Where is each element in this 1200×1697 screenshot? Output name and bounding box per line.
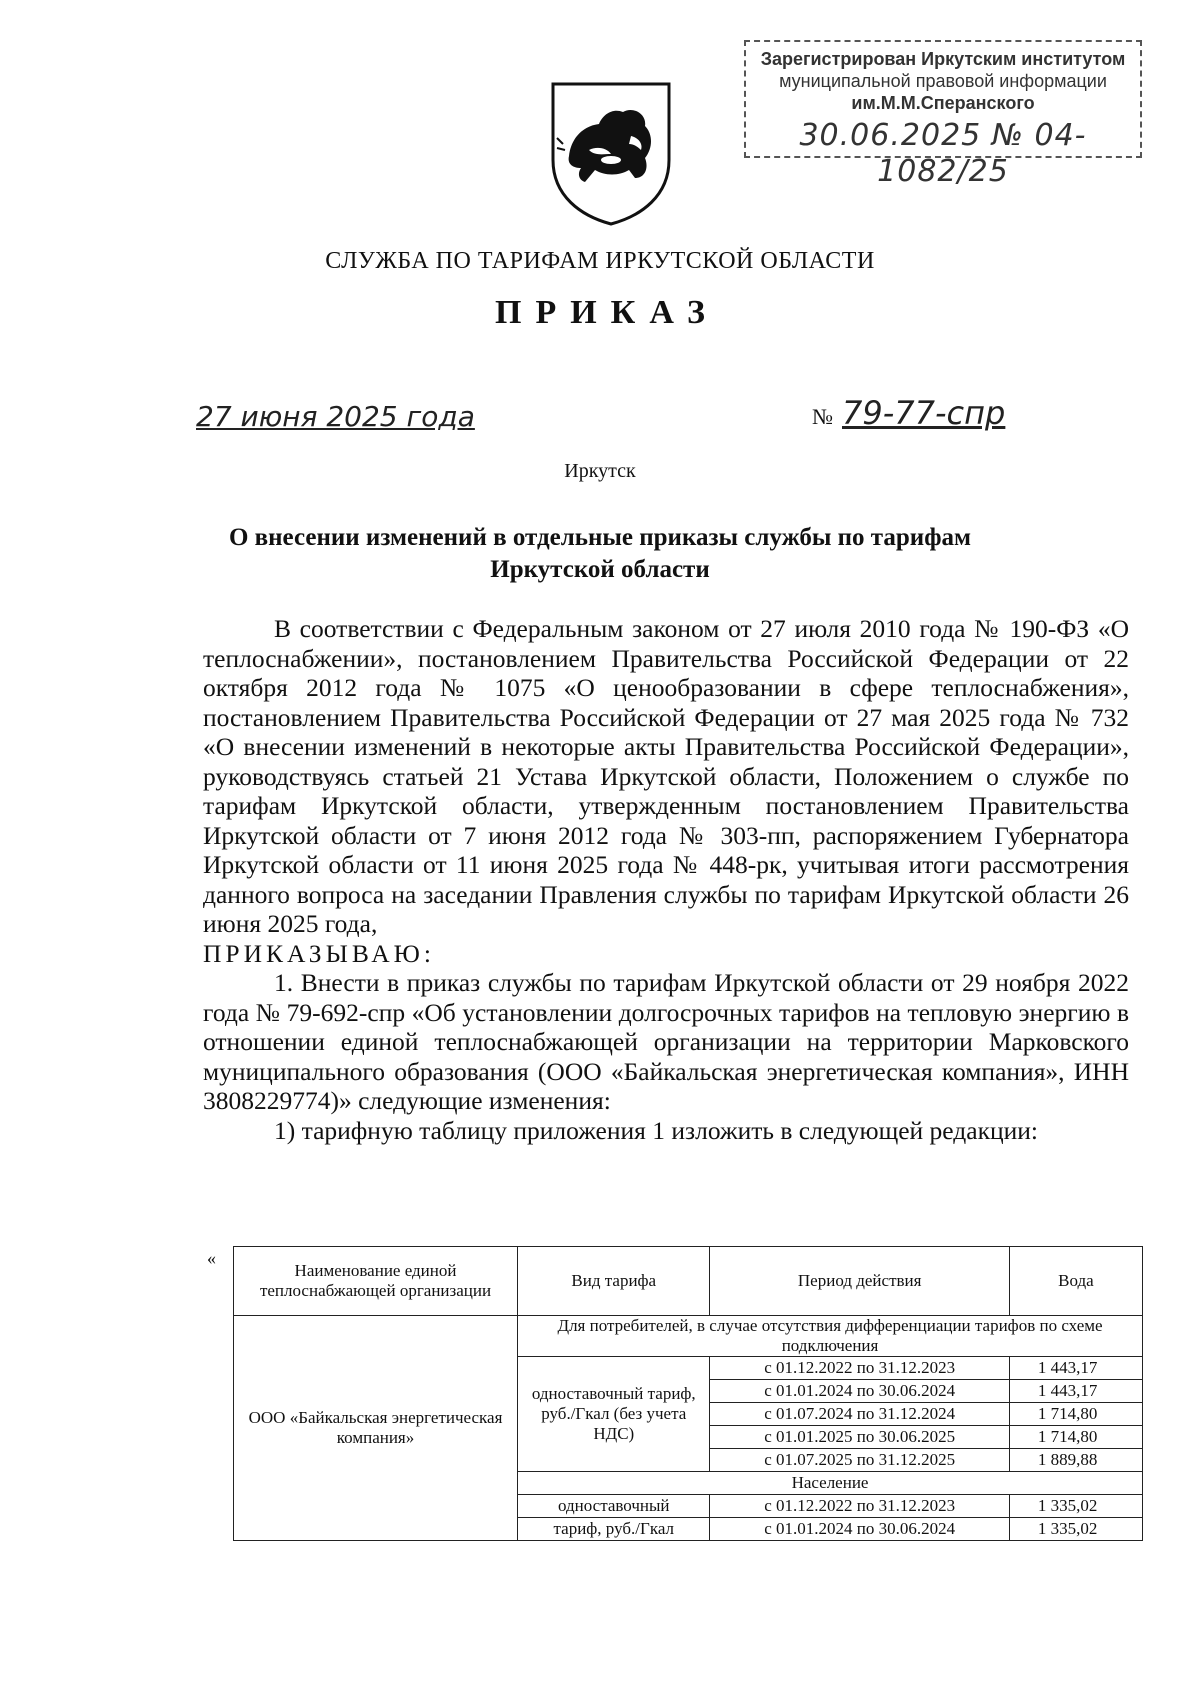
population-type-line-1: одноставочный <box>518 1495 710 1518</box>
number-sign: № <box>812 404 833 429</box>
section-consumers: Для потребителей, в случае отсутствия дифференциации тарифов по схеме подключения <box>518 1316 1143 1357</box>
value-cell: 1 714,80 <box>1009 1426 1142 1449</box>
value-cell: 1 443,17 <box>1009 1380 1142 1403</box>
population-type-line-2: тариф, руб./Гкал <box>518 1518 710 1541</box>
preamble-paragraph: В соответствии с Федеральным законом от 27 июля 2010 года № 190-ФЗ «О теплоснабжении», постановлением Правительства Российской Федерации от 22 октября 2012 года № 1075 «О ценообразовании в сфере теплоснабжения», постановлением Правительства Российской Федерации от 27 мая 2025 года № 732 «О внесении изменений в некоторые акты Правительства Российской Федерации», руководствуясь статьей 21 Устава Иркутской области, Положением о службе по тарифам Иркутской области, утвержденным постановлением Правительства Иркутской области от 7 июня 2012 года № 303-пп, распоряжением Губернатора Иркутской области от 11 июня 2025 года № 448-рк, учитывая итоги рассмотрения данного вопроса на заседании Правления службы по тарифам Иркутской области 26 июня 2025 года, <box>203 614 1129 938</box>
order-word: ПРИКАЗЫВАЮ: <box>203 938 435 968</box>
document-heading <box>200 522 1000 586</box>
header-org: Наименование единой теплоснабжающей организации <box>234 1247 518 1316</box>
header-period: Период действия <box>710 1247 1009 1316</box>
period-cell: с 01.01.2025 по 30.06.2025 <box>710 1426 1009 1449</box>
period-cell: с 01.07.2024 по 31.12.2024 <box>710 1403 1009 1426</box>
period-cell: с 01.07.2025 по 31.12.2025 <box>710 1449 1009 1472</box>
heading-line-1: О внесении изменений в отдельные приказы службы по тарифам <box>228 524 972 551</box>
document-type: ПРИКАЗ <box>495 294 719 331</box>
header-water: Вода <box>1009 1247 1142 1316</box>
stamp-handwritten-number: 30.06.2025 № 04-1082/25 <box>799 118 1087 189</box>
subitem-1-paragraph: 1) тарифную таблицу приложения 1 изложить в следующей редакции: <box>274 1115 1038 1145</box>
table-open-quote: « <box>207 1248 216 1268</box>
registration-stamp <box>744 40 1142 189</box>
handwritten-number: 79-77-спр <box>842 394 1006 432</box>
stamp-line-1: Зарегистрирован Иркутским институтом <box>760 49 1126 69</box>
section-population: Население <box>518 1472 1143 1495</box>
value-cell: 1 889,88 <box>1009 1449 1142 1472</box>
org-name-cell: ООО «Байкальская энергетическая компания» <box>234 1316 518 1541</box>
tariff-type-cell: одноставочный тариф, руб./Гкал (без учета НДС) <box>518 1357 710 1472</box>
item-1-paragraph: 1. Внести в приказ службы по тарифам Иркутской области от 29 ноября 2022 года № 79-692-спр «Об установлении долгосрочных тарифов на тепловую энергию в отношении единой теплоснабжающей организации на территории Марковского муниципального образования (ООО «Байкальская энергетическая компания», ИНН 3808229774)» следующие изменения: <box>203 968 1129 1115</box>
stamp-line-2: муниципальной правовой информации <box>779 71 1107 91</box>
period-cell: с 01.12.2022 по 31.12.2023 <box>710 1495 1009 1518</box>
handwritten-date: 27 июня 2025 года <box>196 400 475 433</box>
period-cell: с 01.01.2024 по 30.06.2024 <box>710 1518 1009 1541</box>
city: Иркутск <box>564 460 636 482</box>
irkutsk-coat-of-arms-icon <box>549 78 673 228</box>
period-cell: с 01.01.2024 по 30.06.2024 <box>710 1380 1009 1403</box>
heading-line-2: Иркутской области <box>490 556 710 583</box>
stamp-line-3: им.М.М.Сперанского <box>851 93 1035 113</box>
header-tariff-type: Вид тарифа <box>518 1247 710 1316</box>
tariff-table <box>233 1246 1143 1541</box>
table-header-row <box>234 1247 1143 1316</box>
period-cell: с 01.12.2022 по 31.12.2023 <box>710 1357 1009 1380</box>
document-body <box>203 614 1129 1145</box>
value-cell: 1 335,02 <box>1009 1495 1142 1518</box>
value-cell: 1 443,17 <box>1009 1357 1142 1380</box>
value-cell: 1 335,02 <box>1009 1518 1142 1541</box>
value-cell: 1 714,80 <box>1009 1403 1142 1426</box>
table-row <box>234 1316 1143 1357</box>
organization-name: СЛУЖБА ПО ТАРИФАМ ИРКУТСКОЙ ОБЛАСТИ <box>325 248 875 274</box>
